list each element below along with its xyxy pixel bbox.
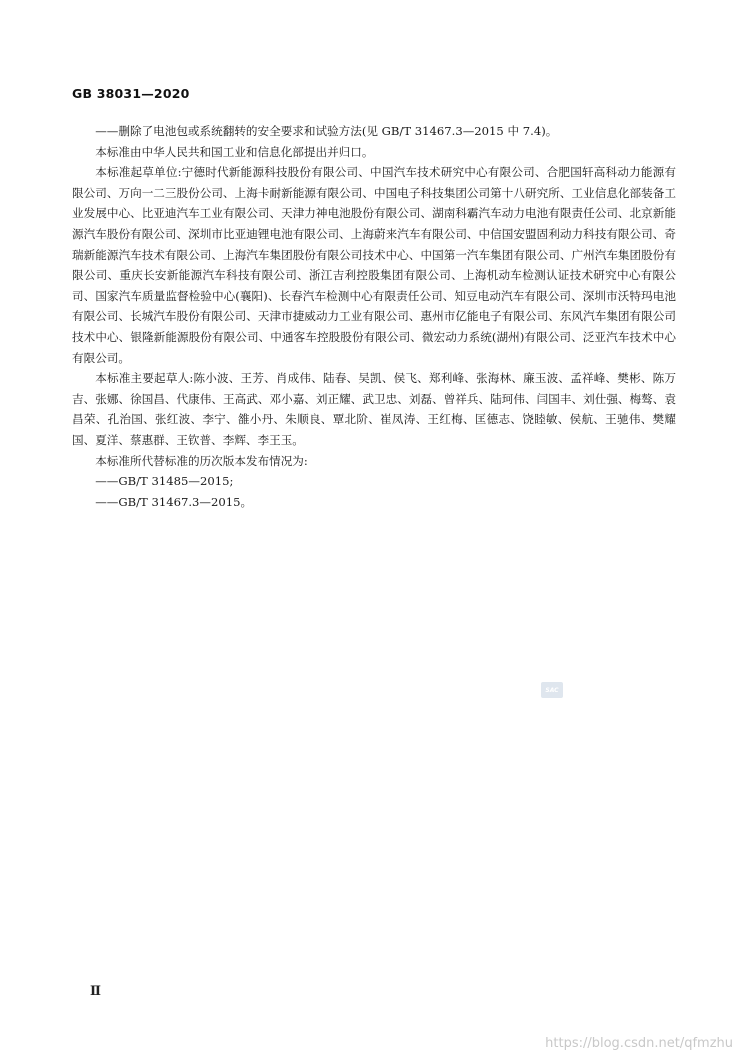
sac-logo-text: SAC <box>545 686 559 694</box>
paragraph-drafters: 本标准主要起草人:陈小波、王芳、肖成伟、陆春、吴凯、侯飞、郑利峰、张海林、廉玉波、孟祥峰、樊彬、陈万吉、张娜、徐国昌、代康伟、王高武、邓小嘉、刘正耀、武卫忠、刘磊、曾祥兵、陆珂伟、闫国丰、刘仕强、梅骜、袁昌荣、孔治国、张红波、李宁、雒小丹、朱顺良、覃北阶、崔凤涛、王红梅、匡德志、饶睦敏、侯航、王驰伟、樊耀国、夏洋、蔡惠群、王钦普、李辉、李王玉。 <box>72 371 676 447</box>
paragraph-history-item-2: ——GB/T 31467.3—2015。 <box>95 494 253 509</box>
paragraph-drafting-units: 本标准起草单位:宁德时代新能源科技股份有限公司、中国汽车技术研究中心有限公司、合肥国轩高科动力能源有限公司、万向一二三股份公司、上海卡耐新能源有限公司、中国电子科技集团公司第十八研究所、工业信息化部装备工业发展中心、比亚迪汽车工业有限公司、天津力神电池股份有限公司、湖南科霸汽车动力电池有限责任公司、北京新能源汽车股份有限公司、深圳市比亚迪锂电池有限公司、上海蔚来汽车有限公司、中信国安盟固利动力科技有限公司、奇瑞新能源汽车技术有限公司、上海汽车集团股份有限公司技术中心、中国第一汽车集团有限公司、广州汽车集团股份有限公司、重庆长安新能源汽车科技有限公司、浙江吉利控股集团有限公司、上海机动车检测认证技术研究中心有限公司、国家汽车质量监督检验中心(襄阳)、长春汽车检测中心有限责任公司、知豆电动汽车有限公司、深圳市沃特玛电池有限公司、长城汽车股份有限公司、天津市捷威动力工业有限公司、惠州市亿能电子有限公司、东风汽车集团有限公司技术中心、银隆新能源股份有限公司、中通客车控股股份有限公司、微宏动力系统(湖州)有限公司、泛亚汽车技术中心有限公司。 <box>72 165 676 365</box>
watermark-url: https://blog.csdn.net/qfmzhu <box>545 1036 733 1051</box>
page-number: Ⅱ <box>90 984 101 999</box>
paragraph-proposer: 本标准由中华人民共和国工业和信息化部提出并归口。 <box>95 144 374 159</box>
paragraph-history-intro: 本标准所代替标准的历次版本发布情况为: <box>95 453 308 468</box>
paragraph-history-item-1: ——GB/T 31485—2015; <box>95 474 234 489</box>
paragraph-deleted-item: ——删除了电池包或系统翻转的安全要求和试验方法(见 GB/T 31467.3—2015 中 7.4)。 <box>95 124 558 138</box>
standard-code-header: GB 38031—2020 <box>72 86 190 101</box>
document-body <box>72 121 676 512</box>
sac-logo-icon <box>541 682 563 698</box>
